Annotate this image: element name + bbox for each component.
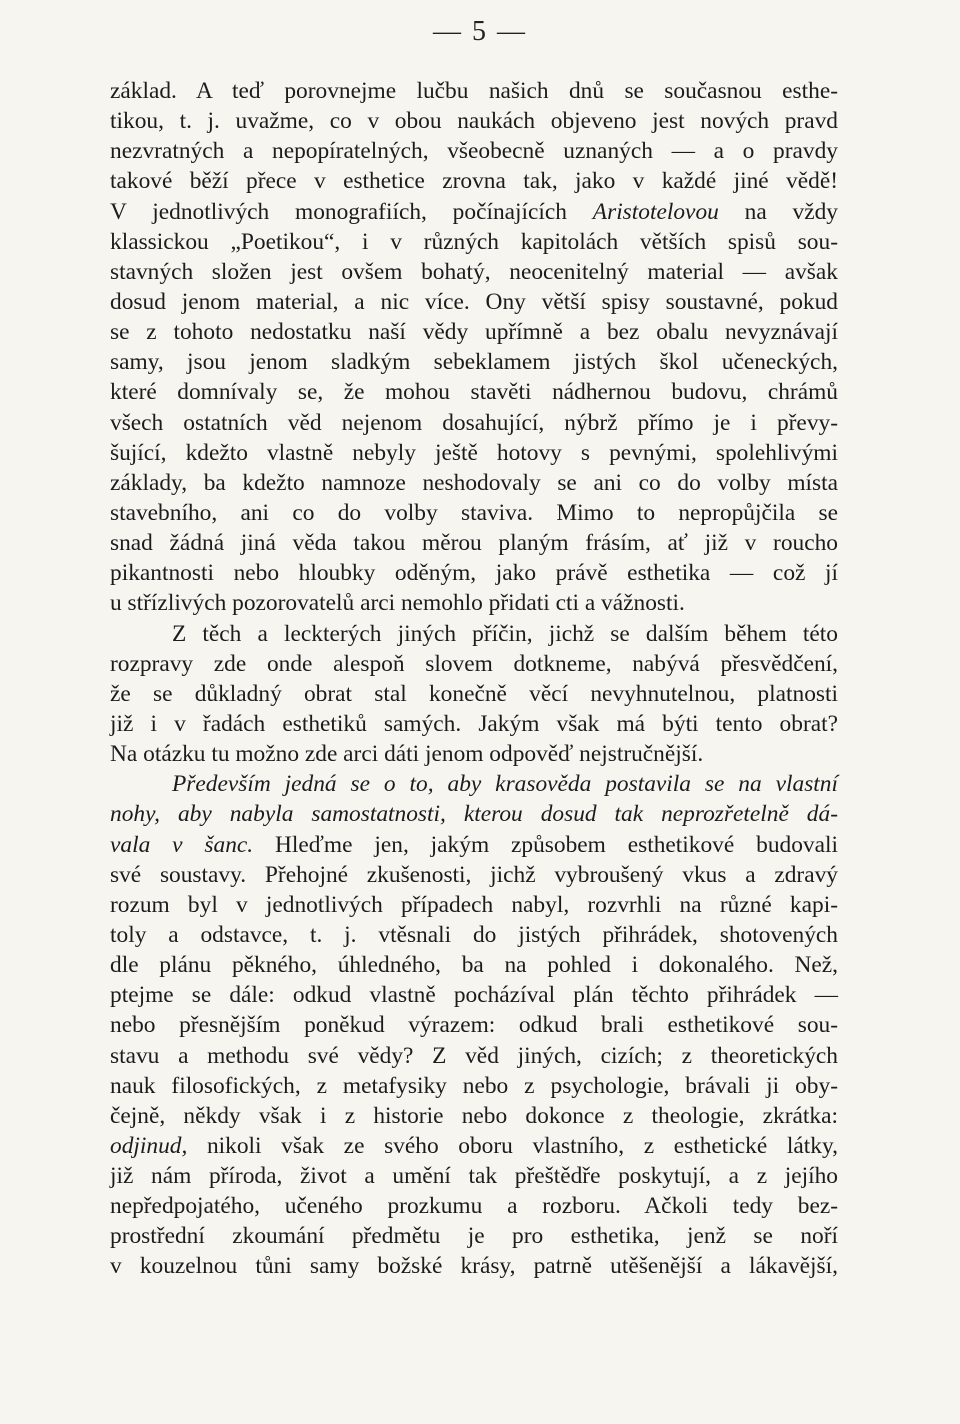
text-line: všech ostatních věd nejenom dosahující, nýbrž přímo je i převy- xyxy=(110,409,838,436)
text-line: základy, ba kdežto namnoze neshodovaly se ani co do volby místa xyxy=(110,469,838,496)
text-line: nauk filosofických, z metafysiky nebo z psychologie, brávali ji oby- xyxy=(110,1072,838,1099)
text-line: dosud jenom material, a nic více. Ony větší spisy soustavné, pokud xyxy=(110,288,838,315)
italic-emphasis: Především jedná se o to, aby krasověda postavila se na vlastní xyxy=(172,771,838,798)
text-line: stavu a methodu své vědy? Z věd jiných, cizích; z theoretických xyxy=(110,1042,838,1069)
text-line: takové běží přece v esthetice zrovna tak, jako v každé jiné vědě! xyxy=(110,168,838,195)
text-line: základ. A teď porovnejme lučbu našich dnů se současnou esthe- xyxy=(110,78,838,104)
text-line: pikantnosti nebo hloubky oděným, jako právě esthetika — což jí xyxy=(110,560,838,587)
text-line: již nám příroda, život a umění tak přeštědře poskytují, a z jejího xyxy=(110,1163,838,1190)
paragraph-start-line: Z těch a leckterých jiných příčin, jichž se dalším během této xyxy=(172,620,838,647)
text-line: stavných složen jest ovšem bohatý, neocenitelný material — avšak xyxy=(110,258,838,285)
text-line xyxy=(110,799,838,829)
italic-emphasis: Aristotelovou xyxy=(592,198,719,225)
text-line: nebo přesnějším poněkud výrazem: odkud brali esthetikové sou- xyxy=(110,1012,838,1039)
text-line: V jednotlivých monografiích, počínajících Aristotelovou na vždy xyxy=(110,198,839,225)
text-line: šující, kdežto vlastně nebyly ještě hotovy s pevnými, spolehlivými xyxy=(110,439,838,466)
text-line: klassickou „Poetikou“, i v různých kapitolách větších spisů sou- xyxy=(110,228,838,255)
text-line: samy, jsou jenom sladkým sebeklamem jistých škol učeneckých, xyxy=(110,349,838,376)
text-line: čejně, někdy však i z historie nebo dokonce z theologie, zkrátka: xyxy=(110,1102,838,1129)
text-line: prostřední zkoumání předmětu je pro esthetika, jenž se noří xyxy=(110,1223,838,1250)
text-line: rozum byl v jednotlivých případech nabyl, rozvrhli na různé kapi- xyxy=(110,891,838,918)
italic-emphasis: odjinud, xyxy=(110,1132,188,1159)
text-line: ptejme se dále: odkud vlastně pocházíval plán těchto přihrádek — xyxy=(110,982,838,1009)
paragraph-start-line xyxy=(110,769,838,799)
body-text xyxy=(110,76,838,1282)
text-line: dle plánu pěkného, úhledného, ba na pohled i dokonalého. Než, xyxy=(110,952,838,979)
text-line: vala v šanc. Hleďme jen, jakým způsobem esthetikové budovali xyxy=(110,831,838,858)
text-line: nezvratných a nepopíratelných, všeobecně uznaných — a o pravdy xyxy=(110,138,838,165)
italic-emphasis: vala v šanc. xyxy=(110,831,254,858)
text-line: nepředpojatého, učeného prozkumu a rozboru. Ačkoli tedy bez- xyxy=(110,1193,838,1220)
text-line: Na otázku tu možno zde arci dáti jenom odpověď nejstručnější. xyxy=(110,741,704,768)
text-line: snad žádná jiná věda takou měrou planým frásím, ať již v roucho xyxy=(110,530,838,557)
text-line: že se důkladný obrat stal konečně věcí nevyhnutelnou, platnosti xyxy=(110,680,838,707)
text-line: toly a odstavce, t. j. vtěsnali do jistých přihrádek, shotovených xyxy=(110,921,838,948)
text-line: již i v řadách esthetiků samých. Jakým však má býti tento obrat? xyxy=(110,710,838,737)
text-line: rozpravy zde onde alespoň slovem dotkneme, nabývá přesvědčení, xyxy=(110,650,838,677)
italic-emphasis: nohy, aby nabyla samostatnosti, kterou dosud tak neprozřetelně dá- xyxy=(110,801,838,828)
text-line: se z tohoto nedostatku naší vědy upřímně a bez obalu nevyznávají xyxy=(110,319,838,346)
text-line: v kouzelnou tůni samy božské krásy, patrně utěšenější a lákavější, xyxy=(110,1253,838,1280)
page-number: — 5 — xyxy=(433,16,527,47)
text-line: které domnívaly se, že mohou stavěti nádhernou budovu, chrámů xyxy=(110,379,838,406)
text-line: své soustavy. Přehojné zkušenosti, jichž vybroušený vkus a zdravý xyxy=(110,861,838,888)
text-line: u střízlivých pozorovatelů arci nemohlo přidati cti a vážnosti. xyxy=(110,590,685,617)
text-line: stavebního, ani co do volby staviva. Mimo to nepropůjčila se xyxy=(110,499,838,526)
text-line: odjinud, nikoli však ze svého oboru vlastního, z esthetické látky, xyxy=(110,1132,838,1159)
text-line: tikou, t. j. uvažme, co v obou naukách objeveno jest nových pravd xyxy=(110,108,838,135)
